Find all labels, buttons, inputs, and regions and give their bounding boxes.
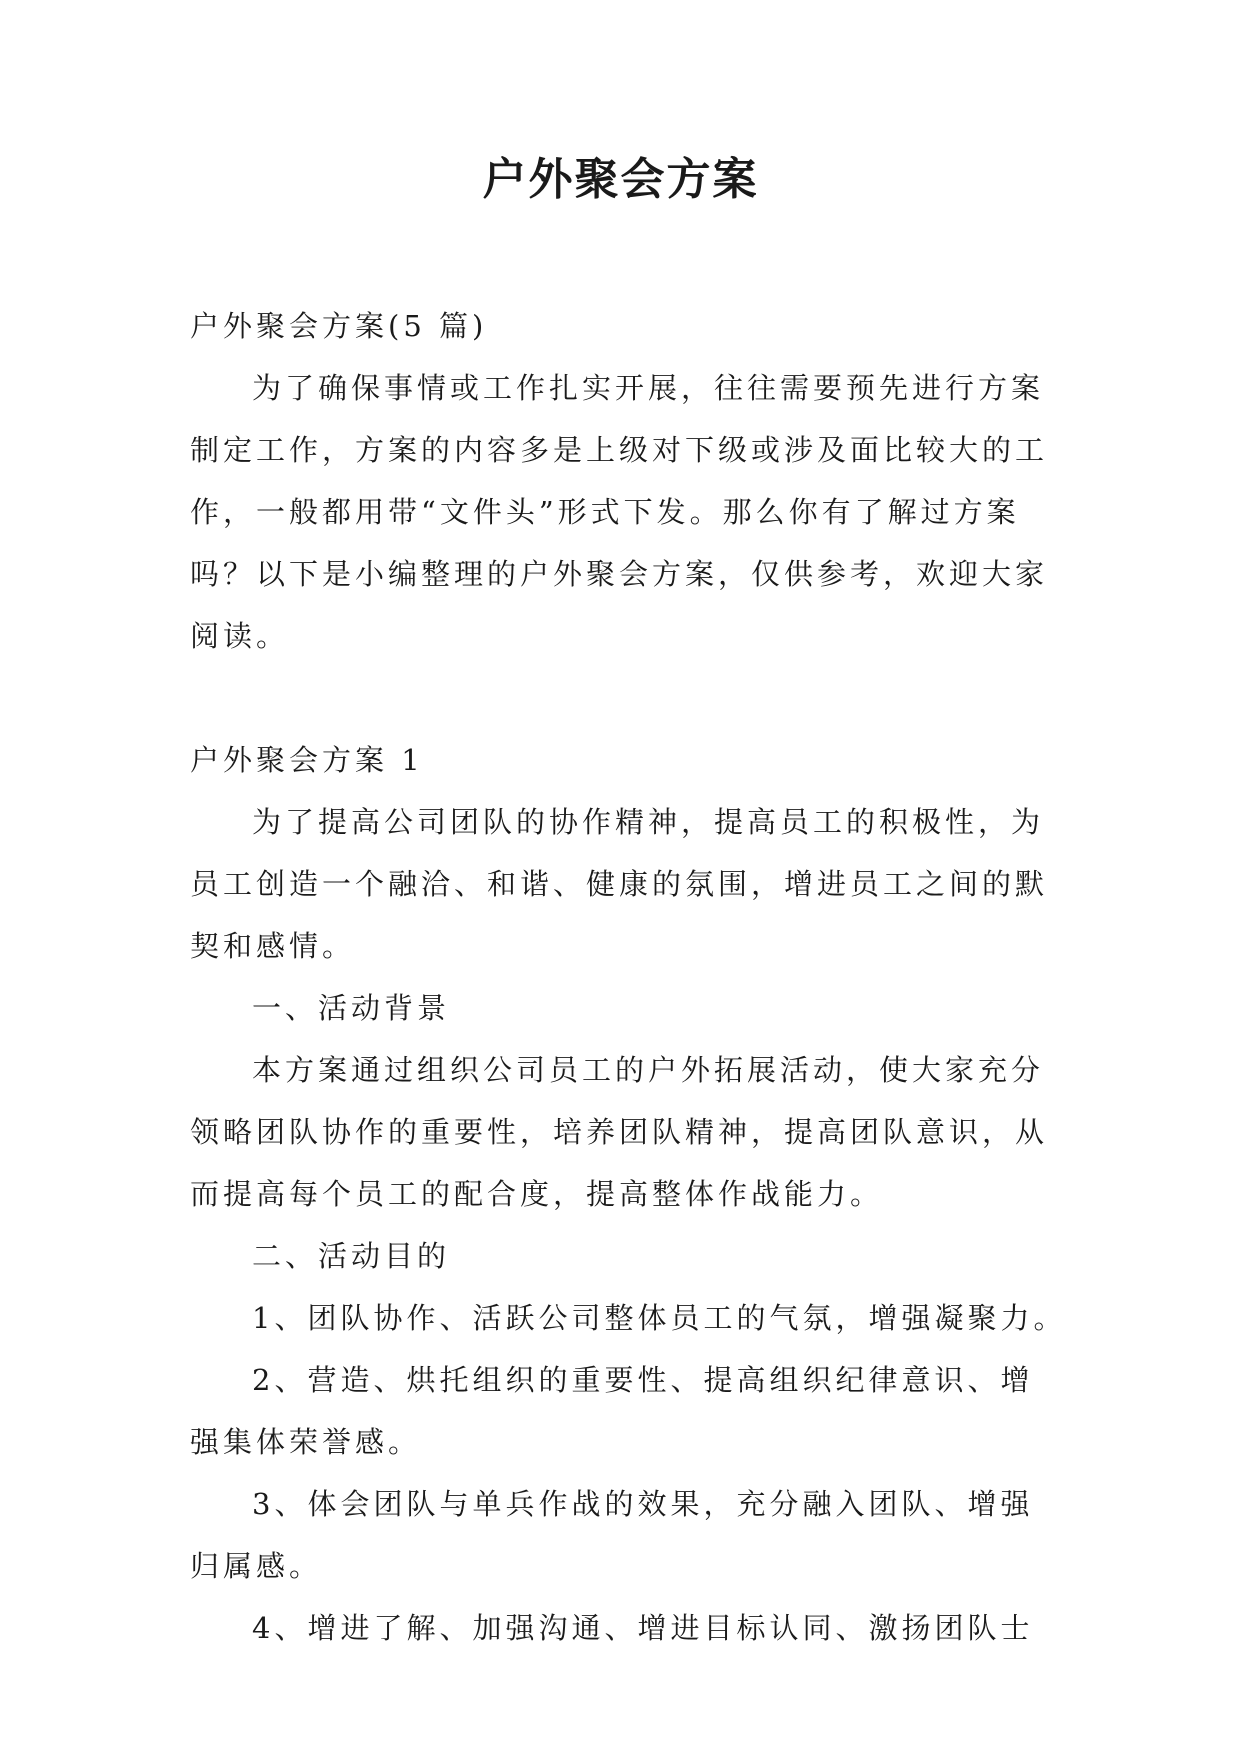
document-body xyxy=(190,295,1070,1659)
paragraph-line: 为了提高公司团队的协作精神，提高员工的积极性，为 xyxy=(252,805,1045,839)
paragraph-line: 阅读。 xyxy=(190,619,290,653)
document-title: 户外聚会方案 xyxy=(482,154,759,205)
list-item-line: 3、体会团队与单兵作战的效果，充分融入团队、增强 xyxy=(252,1487,1034,1521)
paragraph-line: 为了确保事情或工作扎实开展，往往需要预先进行方案 xyxy=(252,371,1045,405)
subtitle-line: 户外聚会方案(5 篇) xyxy=(190,309,488,343)
subheading-line: 一、活动背景 xyxy=(252,991,451,1025)
section-spacer xyxy=(190,667,1070,729)
paragraph-line: 制定工作，方案的内容多是上级对下级或涉及面比较大的工 xyxy=(190,433,1049,467)
subheading-line: 二、活动目的 xyxy=(252,1239,451,1273)
section-heading: 户外聚会方案 1 xyxy=(190,743,424,777)
paragraph-line: 领略团队协作的重要性，培养团队精神，提高团队意识，从 xyxy=(190,1115,1049,1149)
paragraph-line: 作，一般都用带“文件头”形式下发。那么你有了解过方案 xyxy=(190,495,1020,529)
list-item-line: 归属感。 xyxy=(190,1549,323,1583)
paragraph-line: 吗？以下是小编整理的户外聚会方案，仅供参考，欢迎大家 xyxy=(190,557,1049,591)
list-item-line: 强集体荣誉感。 xyxy=(190,1425,422,1459)
list-item-line: 1、团队协作、活跃公司整体员工的气氛，增强凝聚力。 xyxy=(252,1301,1067,1335)
paragraph-line: 而提高每个员工的配合度，提高整体作战能力。 xyxy=(190,1177,884,1211)
list-item-line: 2、营造、烘托组织的重要性、提高组织纪律意识、增 xyxy=(252,1363,1034,1397)
paragraph-line: 员工创造一个融洽、和谐、健康的氛围，增进员工之间的默 xyxy=(190,867,1049,901)
paragraph-line: 本方案通过组织公司员工的户外拓展活动，使大家充分 xyxy=(252,1053,1045,1087)
list-item-line: 4、增进了解、加强沟通、增进目标认同、激扬团队士 xyxy=(252,1611,1034,1645)
paragraph-line: 契和感情。 xyxy=(190,929,356,963)
